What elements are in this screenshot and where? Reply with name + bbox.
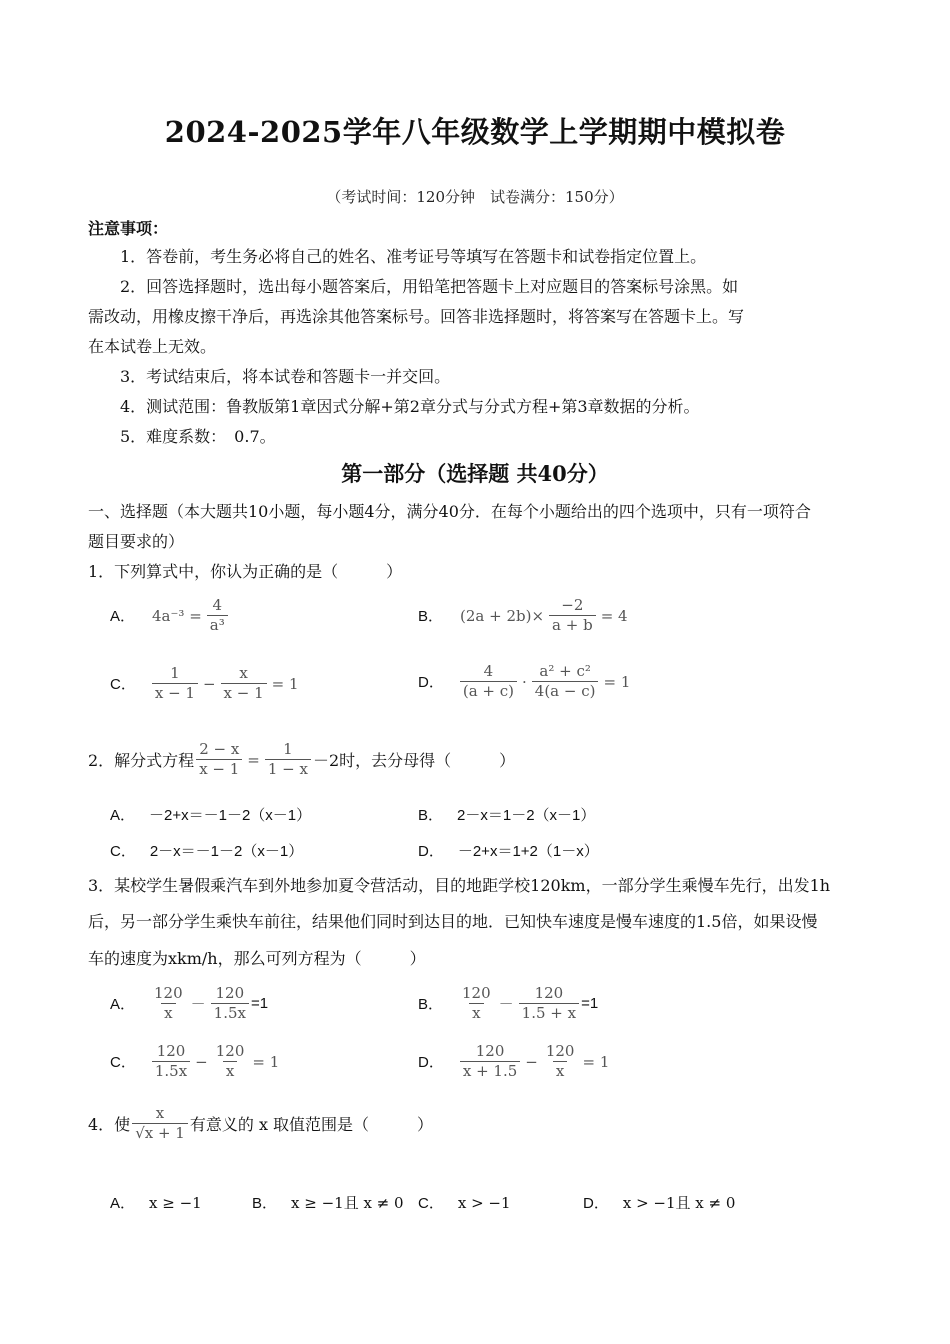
fraction [207, 596, 228, 635]
denominator: x [161, 1003, 175, 1023]
option-text: x ≥ −1且 x ≠ 0 [291, 1194, 404, 1212]
denominator: 1 − x [265, 759, 311, 779]
notice-item-5: 5．难度系数： 0.7。 [120, 427, 276, 446]
option-text: x > −1 [457, 1193, 511, 1212]
numerator: x [155, 1104, 165, 1122]
question-3-stem: 3．某校学生暑假乘汽车到外地参加夏令营活动，目的地距学校120km，一部分学生乘慢车先行，出发1h [88, 876, 831, 895]
fraction [196, 740, 242, 779]
numerator: 120 [462, 984, 491, 1002]
math-expr: =1 [581, 995, 599, 1012]
denominator: (a + c) [460, 681, 517, 701]
q2-option-a[interactable] [110, 804, 311, 825]
option-label: A． [110, 807, 136, 824]
math-expr: = 1 [271, 674, 299, 693]
option-label: A． [110, 608, 136, 625]
numerator: 1 [170, 664, 180, 682]
question-4-stem [88, 1104, 433, 1143]
numerator: 120 [475, 1042, 505, 1060]
denominator: x − 1 [196, 759, 242, 779]
fraction [265, 740, 311, 779]
option-text: －2+x＝－1－2（x－1） [149, 807, 312, 824]
numerator: 120 [534, 984, 564, 1002]
section-intro: 一、选择题（本大题共10小题，每小题4分，满分40分．在每个小题给出的四个选项中，只有一项符合 [88, 502, 811, 521]
denominator: x [223, 1061, 237, 1081]
fraction [532, 662, 599, 701]
denominator: 1.5x [211, 1003, 249, 1023]
option-label: A． [110, 1195, 136, 1212]
q4-option-a[interactable] [110, 1192, 202, 1213]
numerator: 1 [283, 740, 293, 758]
denominator: a + b [549, 615, 596, 635]
q1-option-b[interactable] [418, 596, 631, 635]
fraction [213, 1042, 248, 1081]
notice-item-3: 3．考试结束后，将本试卷和答题卡一并交回。 [120, 367, 451, 386]
section-intro-cont: 题目要求的） [88, 532, 185, 551]
denominator: x [553, 1061, 567, 1081]
numerator: 120 [156, 1042, 186, 1060]
fraction [152, 664, 198, 703]
fraction [221, 664, 267, 703]
stem-text: －2时，去分母得（ ） [312, 751, 516, 770]
option-label: D． [418, 674, 444, 691]
math-operator: = [247, 750, 260, 769]
option-text: 2－x＝－1－2（x－1） [149, 843, 304, 860]
math-expr: = 1 [582, 1052, 610, 1071]
q2-option-b[interactable] [418, 804, 595, 825]
option-text: 2－x＝1－2（x－1） [457, 807, 596, 824]
fraction [151, 984, 186, 1023]
section-title: 第一部分（选择题 共40分） [341, 461, 609, 486]
numerator: −2 [561, 596, 584, 614]
option-label: D． [418, 843, 444, 860]
fraction [543, 1042, 578, 1081]
denominator: x + 1.5 [460, 1061, 520, 1081]
q3-option-a[interactable] [110, 984, 268, 1023]
fraction [459, 984, 494, 1023]
math-expr: =1 [251, 995, 269, 1012]
denominator: a³ [207, 615, 228, 635]
notice-item-2: 2．回答选择题时，选出每小题答案后，用铅笔把答题卡上对应题目的答案标号涂黑。如 [120, 277, 739, 296]
option-label: B． [418, 807, 444, 824]
numerator: a² + c² [539, 662, 591, 680]
numerator: 120 [215, 984, 245, 1002]
numerator: 4 [483, 662, 494, 680]
denominator: x − 1 [152, 683, 198, 703]
numerator: 120 [154, 984, 183, 1002]
q3-option-b[interactable] [418, 984, 598, 1023]
stem-text: 4．使 [88, 1115, 131, 1134]
denominator: x − 1 [221, 683, 267, 703]
option-label: B． [418, 996, 444, 1013]
q1-option-d[interactable] [418, 662, 633, 701]
question-1-stem: 1．下列算式中，你认为正确的是（ ） [88, 562, 403, 581]
fraction [519, 984, 579, 1023]
math-expr: (2a + 2b)× [460, 606, 545, 625]
notice-heading: 注意事项： [88, 219, 169, 238]
option-label: D． [583, 1195, 609, 1212]
option-text: －2+x＝1+2（1－x） [457, 843, 599, 860]
math-operator: − [202, 674, 216, 693]
question-2-stem [88, 740, 515, 779]
option-text: x > −1且 x ≠ 0 [622, 1194, 736, 1212]
question-3-stem-cont: 后，另一部分学生乘快车前往，结果他们同时到达目的地．已知快车速度是慢车速度的1.5倍，如果设慢 [88, 912, 818, 931]
fraction [211, 984, 249, 1023]
notice-item-2-cont: 需改动，用橡皮擦干净后，再选涂其他答案标号。回答非选择题时，将答案写在答题卡上。写 [88, 307, 745, 326]
option-label: C． [110, 676, 136, 693]
math-expr: = 1 [252, 1052, 280, 1071]
numerator: 120 [545, 1042, 575, 1060]
notice-item-2-end: 在本试卷上无效。 [88, 337, 217, 356]
option-label: C． [418, 1195, 444, 1212]
q3-option-c[interactable] [110, 1042, 282, 1081]
math-operator: − [195, 1052, 208, 1071]
denominator: √x + 1 [132, 1123, 188, 1143]
q2-option-c[interactable] [110, 840, 303, 861]
numerator: x [239, 664, 248, 682]
stem-text: 有意义的 x 取值范围是（ ） [189, 1115, 434, 1134]
denominator: 1.5 + x [519, 1003, 579, 1023]
option-label: C． [110, 1054, 136, 1071]
page-title: 2024-2025学年八年级数学上学期期中模拟卷 [164, 115, 786, 149]
q1-option-a[interactable] [110, 596, 230, 635]
fraction [460, 662, 517, 701]
fraction [460, 1042, 520, 1081]
fraction [549, 596, 596, 635]
q4-option-c[interactable] [418, 1192, 511, 1213]
numerator: 120 [215, 1042, 245, 1060]
denominator: 1.5x [152, 1061, 190, 1081]
q4-option-b[interactable] [252, 1192, 404, 1213]
option-label: B． [418, 608, 444, 625]
fraction [152, 1042, 190, 1081]
math-operator: · [522, 672, 527, 691]
q4-option-d[interactable] [583, 1192, 735, 1213]
option-label: C． [110, 843, 136, 860]
option-label: D． [418, 1054, 444, 1071]
math-expr: = 4 [600, 606, 628, 625]
denominator: x [469, 1003, 483, 1023]
option-label: B． [252, 1195, 278, 1212]
fraction [132, 1104, 188, 1143]
math-expr: = 1 [603, 672, 631, 691]
numerator: 4 [212, 596, 223, 614]
option-label: A． [110, 996, 136, 1013]
math-operator: − [525, 1052, 538, 1071]
denominator: 4(a − c) [532, 681, 599, 701]
stem-text: 2．解分式方程 [88, 751, 195, 770]
numerator: 2 − x [199, 740, 240, 758]
q1-option-c[interactable] [110, 664, 302, 703]
notice-item-4: 4．测试范围：鲁教版第1章因式分解+第2章分式与分式方程+第3章数据的分析。 [120, 397, 700, 416]
exam-info: （考试时间：120分钟 试卷满分：150分） [326, 188, 624, 206]
math-operator: － [498, 995, 514, 1013]
question-3-stem-end: 车的速度为xkm/h，那么可列方程为（ ） [88, 949, 426, 968]
option-text: x ≥ −1 [149, 1193, 202, 1212]
notice-item-1: 1．答卷前，考生务必将自己的姓名、准考证号等填写在答题卡和试卷指定位置上。 [120, 247, 707, 266]
q2-option-d[interactable] [418, 840, 599, 861]
math-operator: － [190, 995, 206, 1013]
math-expr: 4a⁻³ = [152, 606, 202, 625]
q3-option-d[interactable] [418, 1042, 612, 1081]
